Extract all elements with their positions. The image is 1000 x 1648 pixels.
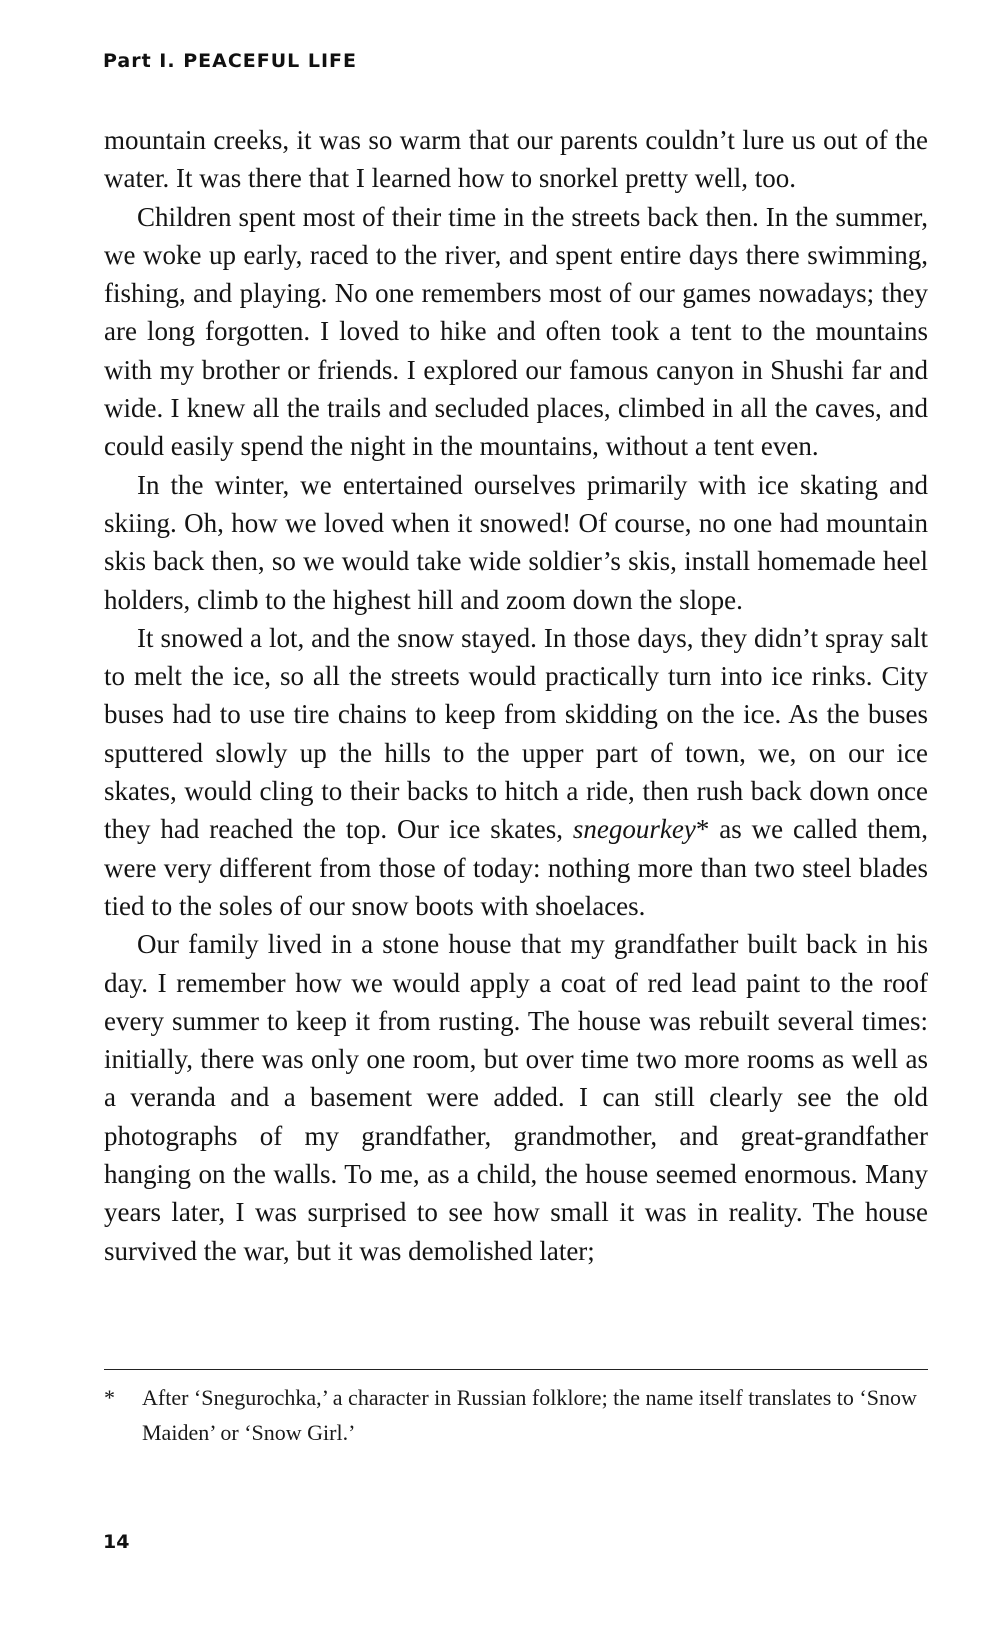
body-text	[104, 121, 928, 1270]
paragraph-text: It snowed a lot, and the snow stayed. In those days, they didn’t spray salt to melt the ice, so all the streets would practically turn into ice rinks. City buses had to use tire chains to keep from skidding on the ice. As the buses sputtered slowly up the hills to the upper part of town, we, on our ice skates, would cling to their backs to hitch a ride, then rush back down once they had reached the top. Our ice skates,	[104, 622, 928, 845]
paragraph: In the winter, we entertained ourselves primarily with ice skating and skiing. Oh, how we loved when it snowed! Of course, no one had mountain skis back then, so we would take wide soldier’s skis, install homemade heel holders, climb to the highest hill and zoom down the slope.	[104, 469, 928, 615]
footnote-mark: *	[104, 1385, 115, 1410]
paragraph: mountain creeks, it was so warm that our parents couldn’t lure us out of the water. It was there that I learned how to snorkel pretty well, too.	[104, 125, 928, 194]
footnote-text: After ‘Snegurochka,’ a character in Russian folklore; the name itself translates to ‘Snow Maiden’ or ‘Snow Girl.’	[142, 1385, 917, 1445]
footnote-divider	[104, 1369, 928, 1370]
footnote	[104, 1380, 928, 1450]
italic-term: snegourkey	[572, 814, 696, 845]
running-header: Part I. PEACEFUL LIFE	[103, 50, 358, 72]
footnote-reference: *	[695, 814, 710, 845]
page-number: 14	[103, 1531, 130, 1553]
paragraph: Children spent most of their time in the streets back then. In the summer, we woke up early, raced to the river, and spent entire days there swimming, fishing, and playing. No one remembers most of our games nowadays; they are long forgotten. I loved to hike and often took a tent to the mountains with my brother or friends. I explored our famous canyon in Shushi far and wide. I knew all the trails and secluded places, climbed in all the caves, and could easily spend the night in the mountains, without a tent even.	[104, 201, 928, 462]
paragraph	[104, 619, 928, 925]
paragraph-text: as we called them, were very different from those of today: nothing more than two steel blades tied to the soles of our snow boots with shoelaces.	[104, 814, 929, 921]
paragraph: Our family lived in a stone house that my grandfather built back in his day. I remember how we would apply a coat of red lead paint to the roof every summer to keep it from rusting. The house was rebuilt several times: initially, there was only one room, but over time two more rooms as well as a veranda and a basement were added. I can still clearly see the old photographs of my grandfather, grandmother, and great-grandfather hanging on the walls. To me, as a child, the house seemed enormous. Many years later, I was surprised to see how small it was in reality. The house survived the war, but it was demolished later;	[104, 929, 928, 1266]
